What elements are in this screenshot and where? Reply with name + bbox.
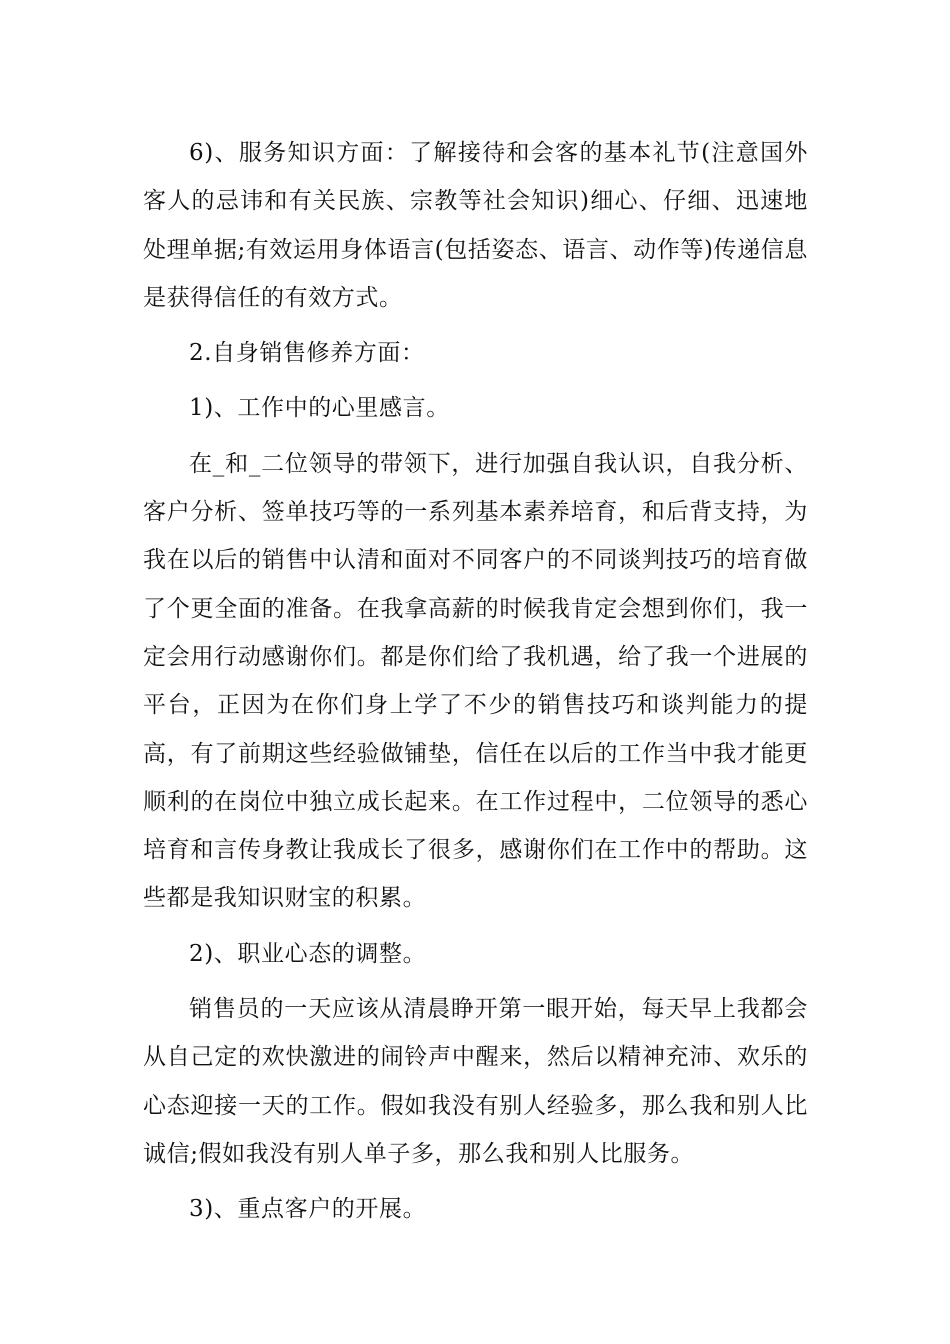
paragraph-work-reflections: 在_和_二位领导的带领下，进行加强自我认识，自我分析、客户分析、签单技巧等的一系列基本素养培育，和后背支持，为我在以后的销售中认清和面对不同客户的不同谈判技巧的培育做了个更全面的准备。在我拿高薪的时候我肯定会想到你们，我一定会用行动感谢你们。都是你们给了我机遇，给了我一个进展的平台，正因为在你们身上学了不少的销售技巧和谈判能力的提高，有了前期这些经验做铺垫，信任在以后的工作当中我才能更顺利的在岗位中独立成长起来。在工作过程中，二位领导的悉心培育和言传身教让我成长了很多，感谢你们在工作中的帮助。这些都是我知识财宝的积累。 [143, 450, 808, 912]
subheading-key-clients: 3)、重点客户的开展。 [189, 1196, 427, 1223]
section-heading-self-cultivation: 2.自身销售修养方面： [189, 340, 425, 367]
paragraph-service-knowledge: 6)、服务知识方面：了解接待和会客的基本礼节(注意国外客人的忌讳和有关民族、宗教等社会知识)细心、仔细、迅速地处理单据;有效运用身体语言(包括姿态、语言、动作等)传递信息是获得信任的有效方式。 [143, 140, 808, 311]
document-body [143, 129, 808, 1241]
paragraph-career-mindset: 销售员的一天应该从清晨睁开第一眼开始，每天早上我都会从自己定的欢快激进的闹铃声中醒来，然后以精神充沛、欢乐的心态迎接一天的工作。假如我没有别人经验多，那么我和别人比诚信;假如我没有别人单子多，那么我和别人比服务。 [143, 996, 808, 1167]
subheading-work-reflections: 1)、工作中的心里感言。 [189, 395, 450, 422]
subheading-career-mindset: 2)、职业心态的调整。 [189, 940, 427, 967]
